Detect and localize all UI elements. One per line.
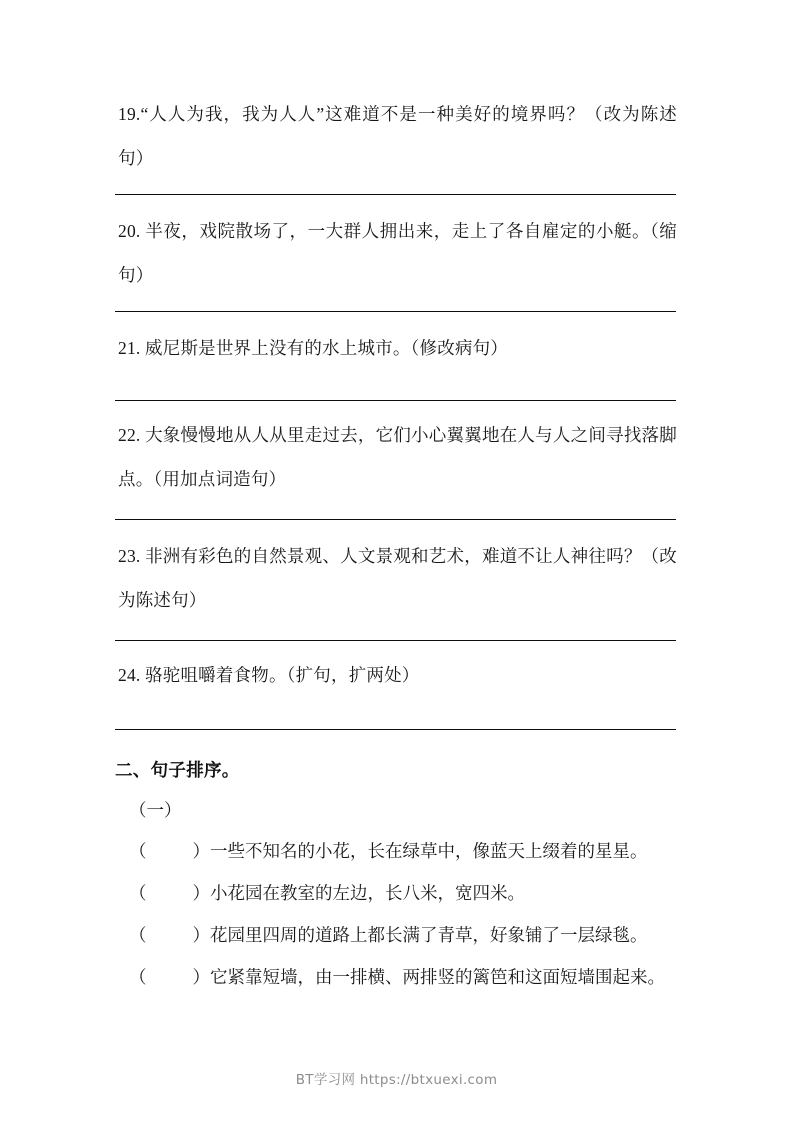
question-23-text: 23. 非洲有彩色的自然景观、人文景观和艺术，难道不让人神往吗？（改为陈述句） xyxy=(118,546,677,610)
question-19-text: 19.“人人为我，我为人人”这难道不是一种美好的境界吗？（改为陈述句） xyxy=(118,104,677,168)
order-bracket-close: ） xyxy=(192,967,210,987)
question-20 xyxy=(115,209,677,326)
question-19 xyxy=(115,92,677,209)
order-item-4-text: 它紧靠短墙，由一排横、两排竖的篱笆和这面短墙围起来。 xyxy=(210,967,665,987)
question-24 xyxy=(115,653,677,730)
question-22 xyxy=(115,413,677,534)
order-item-1 xyxy=(115,830,677,872)
question-20-text: 20. 半夜，戏院散场了，一大群人拥出来，走上了各自雇定的小艇。（缩句） xyxy=(118,221,677,285)
spacer xyxy=(115,401,677,413)
subsection-label-one: （一） xyxy=(129,800,182,820)
order-item-3-text: 花园里四周的道路上都长满了青草，好象铺了一层绿毯。 xyxy=(210,925,648,945)
spacer xyxy=(115,501,677,519)
spacer xyxy=(115,312,677,326)
spacer xyxy=(115,520,677,534)
order-item-1-text: 一些不知名的小花，长在绿草中，像蓝天上缀着的星星。 xyxy=(210,841,648,861)
order-bracket-open: （ xyxy=(129,883,147,903)
order-bracket-open: （ xyxy=(129,841,147,861)
order-item-3 xyxy=(115,914,677,956)
order-bracket-close: ） xyxy=(192,925,210,945)
order-item-2-text: 小花园在教室的左边，长八米，宽四米。 xyxy=(210,883,525,903)
question-22-text: 22. 大象慢慢地从人从里走过去，它们小心翼翼地在人与人之间寻找落脚点。（用加点词造句） xyxy=(118,425,677,489)
spacer xyxy=(115,697,677,729)
footer-watermark: BT学习网 https://btxuexi.com xyxy=(295,1072,498,1088)
spacer xyxy=(115,370,677,400)
section-heading-two: 二、句子排序。 xyxy=(115,760,240,780)
spacer xyxy=(115,297,677,311)
spacer xyxy=(115,180,677,194)
page-content xyxy=(115,92,677,998)
order-item-4 xyxy=(115,956,677,998)
question-21-text: 21. 威尼斯是世界上没有的水上城市。（修改病句） xyxy=(118,338,508,358)
spacer xyxy=(115,195,677,209)
spacer xyxy=(115,730,677,750)
order-bracket-close: ） xyxy=(192,883,210,903)
spacer xyxy=(115,622,677,640)
spacer xyxy=(115,641,677,653)
order-bracket-close: ） xyxy=(192,841,210,861)
order-item-2 xyxy=(115,872,677,914)
question-21 xyxy=(115,326,677,413)
question-23 xyxy=(115,534,677,653)
order-bracket-open: （ xyxy=(129,967,147,987)
question-24-text: 24. 骆驼咀嚼着食物。（扩句，扩两处） xyxy=(118,665,420,685)
order-bracket-open: （ xyxy=(129,925,147,945)
